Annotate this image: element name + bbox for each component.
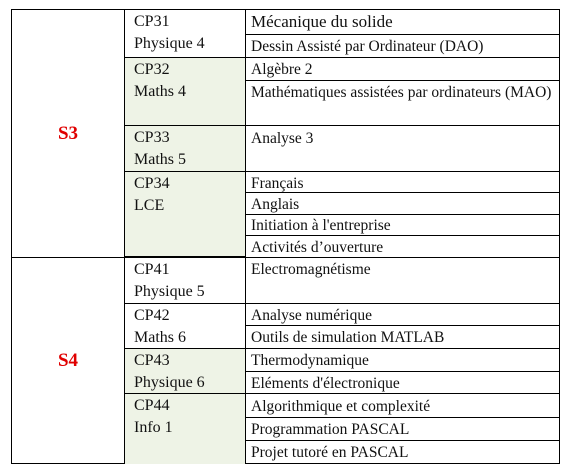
module-cell-cp43 (125, 349, 246, 394)
module-cell-cp42 (125, 304, 246, 349)
course-cell: Programmation PASCAL (246, 418, 559, 441)
module-cell-cp33 (125, 126, 246, 172)
course-cell: Eléments d'électronique (246, 372, 559, 394)
module-name: Physique 6 (134, 374, 205, 391)
semester-label: S4 (57, 349, 79, 371)
semester-label: S3 (57, 122, 79, 144)
module-name: Maths 4 (134, 83, 186, 100)
course-cell: Projet tutoré en PASCAL (251, 444, 409, 461)
module-code: CP34 (134, 175, 170, 192)
course-cell: Algèbre 2 (246, 58, 559, 81)
module-name: Physique 4 (134, 35, 205, 52)
module-name: LCE (134, 197, 165, 214)
module-code: CP43 (134, 352, 170, 369)
course-cell: Algorithmique et complexité (246, 394, 559, 418)
module-name: Info 1 (134, 419, 173, 436)
course-cell: Analyse 3 (246, 126, 559, 172)
course-cell: Activités d’ouverture (251, 239, 384, 256)
semester-cell-s3 (12, 10, 125, 257)
course-cell: Anglais (246, 193, 559, 215)
course-cell: Analyse numérique (246, 304, 559, 326)
module-cell-cp34 (125, 172, 246, 257)
module-code: CP32 (134, 61, 170, 78)
module-code: CP33 (134, 129, 170, 146)
course-cell: Dessin Assisté par Ordinateur (DAO) (246, 35, 559, 58)
course-cell: Mécanique du solide (246, 10, 559, 35)
module-cell-cp44 (125, 394, 246, 464)
module-code: CP42 (134, 307, 170, 324)
module-code: CP41 (134, 261, 170, 278)
course-cell: Outils de simulation MATLAB (246, 326, 559, 349)
module-cell-cp31 (125, 10, 246, 58)
module-code: CP44 (134, 397, 170, 414)
module-name: Maths 5 (134, 151, 186, 168)
curriculum-table (11, 9, 560, 464)
course-cell: Electromagnétisme (246, 257, 559, 304)
module-name: Physique 5 (134, 283, 205, 300)
course-cell: Français (246, 172, 559, 193)
course-cell: Initiation à l'entreprise (246, 215, 559, 236)
module-name: Maths 6 (134, 329, 186, 346)
module-cell-cp32 (125, 58, 246, 126)
course-cell: Thermodynamique (246, 349, 559, 372)
module-cell-cp41 (125, 257, 246, 304)
module-code: CP31 (134, 13, 170, 30)
semester-cell-s4 (12, 257, 125, 464)
course-cell: Mathématiques assistées par ordinateurs (MAO) (246, 81, 559, 126)
